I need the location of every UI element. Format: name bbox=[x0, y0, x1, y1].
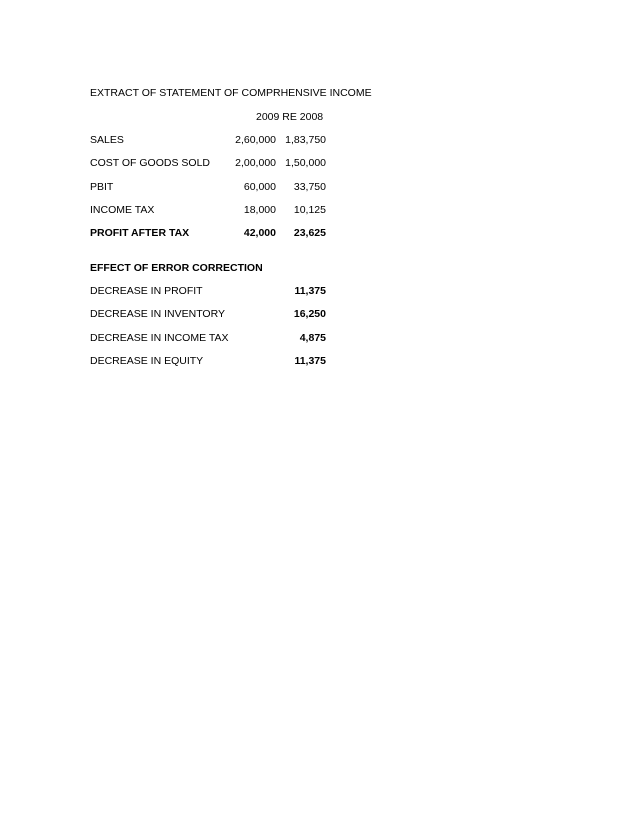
effect-heading: EFFECT OF ERROR CORRECTION bbox=[90, 262, 263, 274]
row-value: 11,375 bbox=[294, 355, 326, 367]
row-label: DECREASE IN INCOME TAX bbox=[90, 332, 229, 344]
row-label: PBIT bbox=[90, 181, 114, 193]
year-header: 2009 RE 2008 bbox=[256, 111, 324, 123]
row-label: DECREASE IN EQUITY bbox=[90, 355, 204, 367]
statement-title: EXTRACT OF STATEMENT OF COMPRHENSIVE INCOME bbox=[90, 87, 372, 99]
value-2009: 2,00,000 bbox=[235, 157, 276, 169]
row-label: COST OF GOODS SOLD bbox=[90, 157, 210, 169]
value-2008: 23,625 bbox=[293, 227, 326, 239]
value-2008: 1,83,750 bbox=[285, 134, 326, 146]
value-2009: 2,60,000 bbox=[235, 134, 276, 146]
value-2009: 18,000 bbox=[243, 204, 276, 216]
value-2008: 33,750 bbox=[293, 181, 326, 193]
value-2008: 1,50,000 bbox=[285, 157, 326, 169]
row-value: 16,250 bbox=[293, 308, 326, 320]
value-2009: 42,000 bbox=[243, 227, 276, 239]
row-value: 4,875 bbox=[299, 332, 326, 344]
value-2008: 10,125 bbox=[293, 204, 326, 216]
row-label: DECREASE IN INVENTORY bbox=[90, 308, 225, 320]
row-label: PROFIT AFTER TAX bbox=[90, 227, 190, 239]
row-value: 11,375 bbox=[294, 285, 326, 297]
value-2009: 60,000 bbox=[243, 181, 276, 193]
row-label: INCOME TAX bbox=[90, 204, 155, 216]
row-label: SALES bbox=[90, 134, 124, 146]
row-label: DECREASE IN PROFIT bbox=[90, 285, 203, 297]
